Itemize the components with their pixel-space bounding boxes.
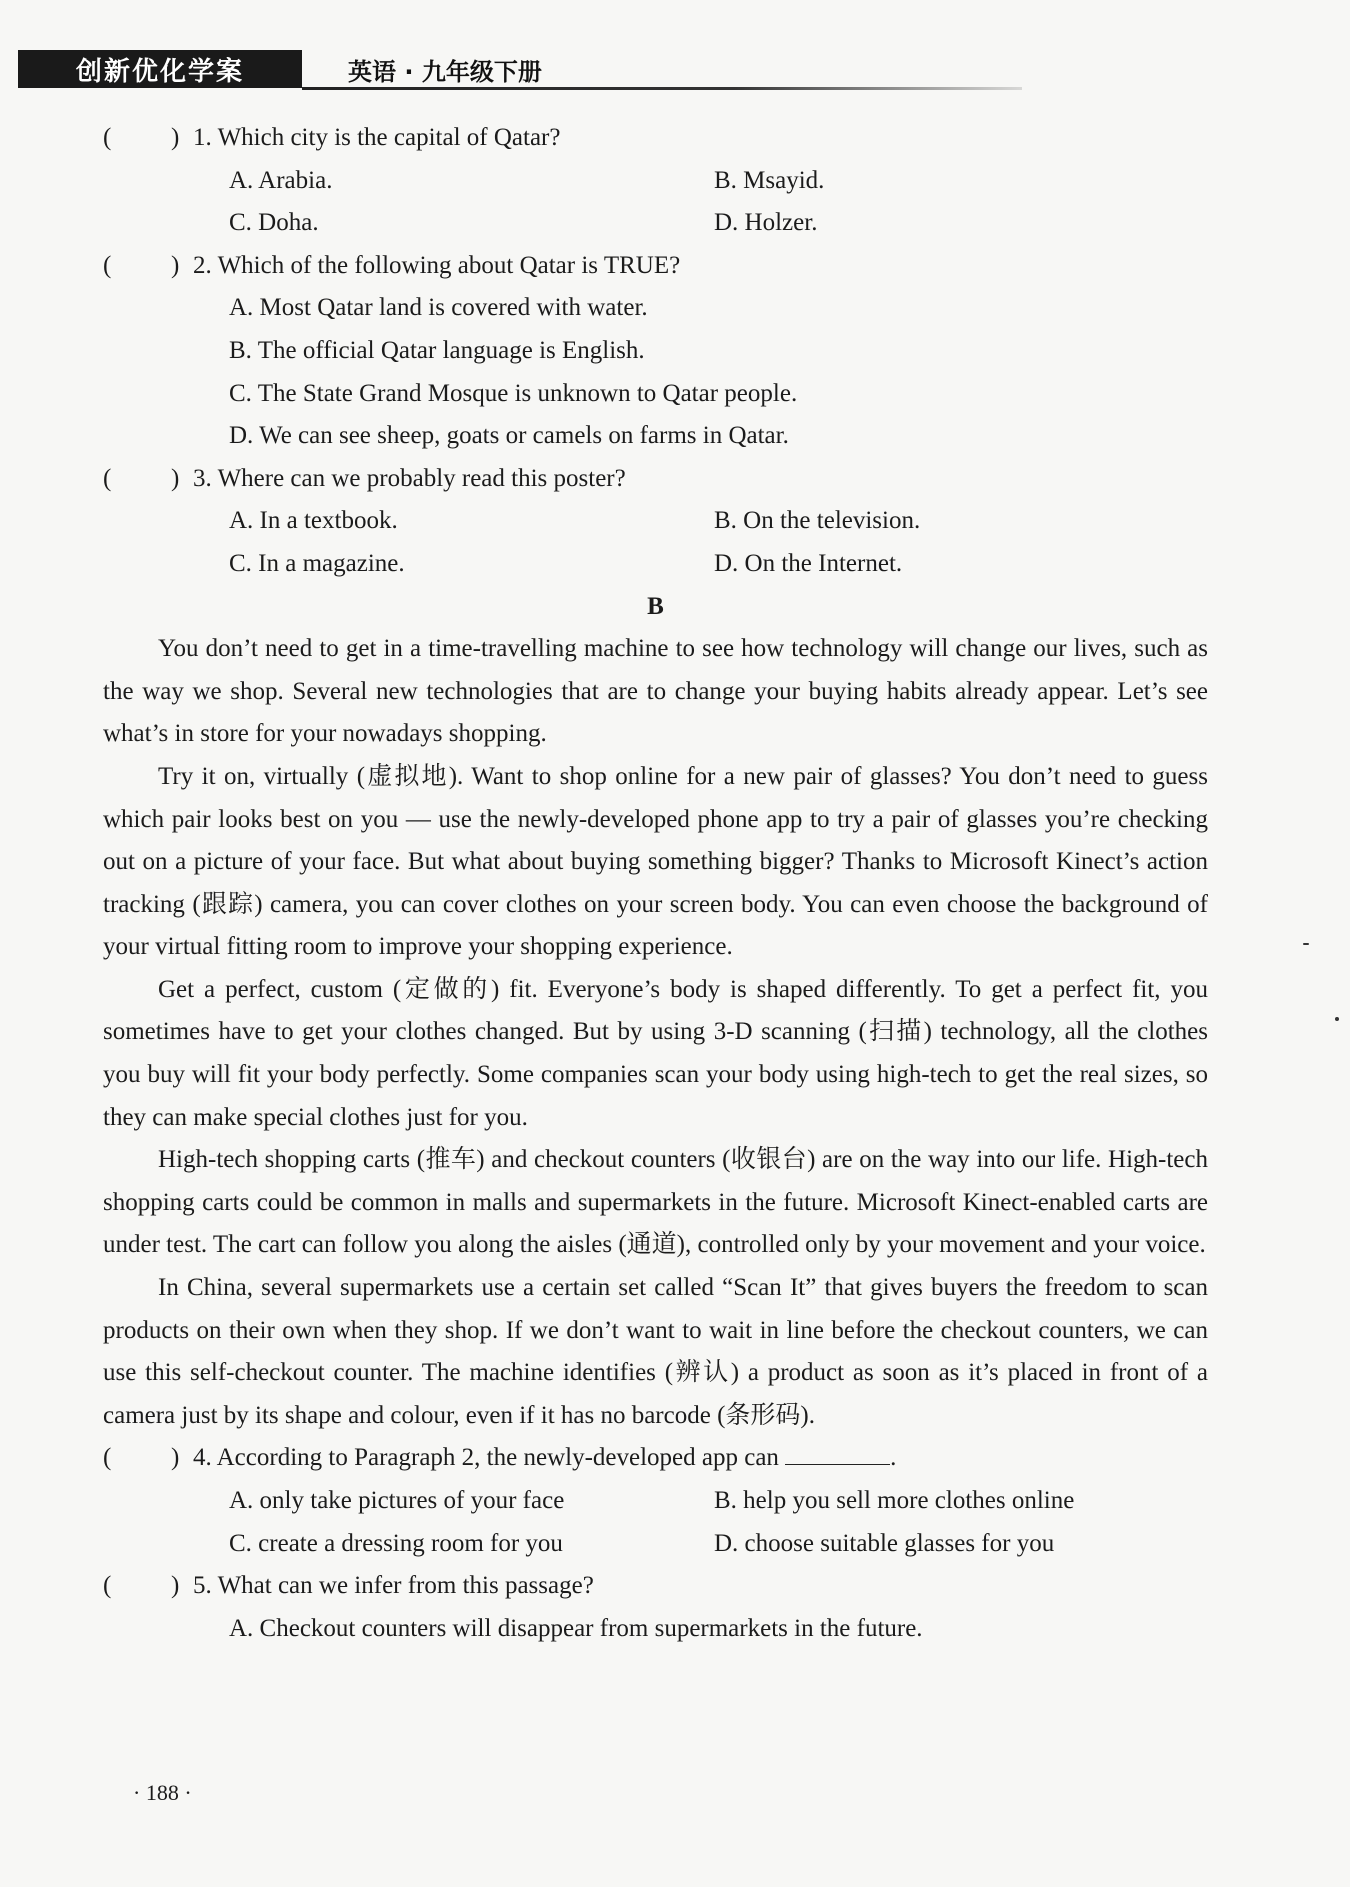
option-d: D. Holzer.	[714, 209, 818, 237]
passage-paragraph-5: In China, several supermarkets use a certain set called “Scan It” that gives buyers the freedom to scan products on their own when they shop. If we don’t want to wait in line before the checkout counters, we can use this self-checkout counter. The machine identifies (辨认) a product as soon as it’s placed in front of a camera just by its shape and colour, even if it has no barcode (条形码).	[103, 1274, 1208, 1429]
page-number: · 188 ·	[133, 1780, 192, 1805]
answer-blank	[785, 1438, 890, 1465]
options-row	[103, 160, 1213, 203]
option-d: D. We can see sheep, goats or camels on farms in Qatar.	[229, 422, 789, 450]
passage-paragraph-1: You don’t need to get in a time-travelling machine to see how technology will change our lives, such as the way we shop. Several new technologies that are to change your buying habits already appear. Let’s see what’s in store for your nowadays shopping.	[103, 635, 1208, 748]
passage-paragraph-4: High-tech shopping carts (推车) and checkout counters (收银台) are on the way into our life. High-tech shopping carts could be common in malls and supermarkets in the future. Microsoft Kinect-enabled carts are under test. The cart can follow you along the aisles (通道), controlled only by your movement and your voice.	[103, 1146, 1208, 1259]
option-d: D. choose suitable glasses for you	[714, 1529, 1055, 1557]
options-row	[103, 500, 1213, 543]
question-text: 1. Which city is the capital of Qatar?	[193, 124, 561, 151]
options-row	[103, 202, 1213, 245]
answer-paren-open: (	[103, 464, 112, 492]
scan-speck	[1335, 1017, 1339, 1021]
answer-paren-open: (	[103, 1572, 112, 1600]
option-b: B. help you sell more clothes online	[714, 1487, 1075, 1514]
answer-paren-close: )	[171, 1444, 180, 1472]
option-c: C. create a dressing room for you	[229, 1529, 563, 1557]
answer-paren-close: )	[171, 464, 180, 492]
option-b: B. Msayid.	[714, 166, 825, 194]
option-a: A. In a textbook.	[229, 507, 398, 535]
answer-paren-close: )	[171, 124, 180, 151]
options-row	[103, 543, 1213, 586]
passage-paragraph-3: Get a perfect, custom (定做的) fit. Everyone’s body is shaped differently. To get a perfect fit, you sometimes have to get your clothes changed. But by using 3-D scanning (扫描) technology, all the clothes you buy will fit your body perfectly. Some companies scan your body using high-tech to get the real sizes, so they can make special clothes just for you.	[103, 975, 1208, 1131]
page-content	[103, 117, 1213, 1650]
question-text: 2. Which of the following about Qatar is TRUE?	[193, 251, 681, 279]
question-1	[103, 117, 1213, 160]
question-text: 4. According to Paragraph 2, the newly-developed app can .	[193, 1437, 896, 1480]
question-2	[103, 245, 1213, 288]
answer-paren-close: )	[171, 1572, 180, 1600]
passage-paragraph-2: Try it on, virtually (虚拟地). Want to shop online for a new pair of glasses? You don’t need to guess which pair looks best on you — use the newly-developed phone app to try a pair of glasses you’re checking out on a picture of your face. But what about buying something bigger? Thanks to Microsoft Kinect’s action tracking (跟踪) camera, you can cover clothes on your screen body. You can even choose the background of your virtual fitting room to improve your shopping experience.	[103, 762, 1208, 961]
header-rule	[302, 87, 1022, 90]
answer-paren-close: )	[171, 251, 180, 279]
scan-speck	[1303, 943, 1309, 945]
page-header	[0, 40, 1350, 100]
option-c: C. In a magazine.	[229, 549, 405, 577]
option-a: A. only take pictures of your face	[229, 1487, 565, 1514]
option-b: B. The official Qatar language is English.	[229, 336, 645, 364]
answer-paren-open: (	[103, 1444, 112, 1472]
answer-paren-open: (	[103, 124, 112, 151]
option-c: C. The State Grand Mosque is unknown to Qatar people.	[229, 379, 798, 407]
option-a: A. Arabia.	[229, 166, 333, 194]
option-a: A. Checkout counters will disappear from supermarkets in the future.	[229, 1614, 923, 1642]
question-text: 3. Where can we probably read this poster?	[193, 464, 626, 492]
question-3	[103, 458, 1213, 501]
book-title: 英语 · 九年级下册	[348, 58, 542, 86]
section-title: B	[647, 592, 664, 620]
option-c: C. Doha.	[229, 209, 319, 237]
option-d: D. On the Internet.	[714, 549, 903, 577]
brand-logo: 创新优化学案	[18, 50, 302, 88]
question-4	[103, 1437, 1213, 1480]
question-5	[103, 1565, 1213, 1608]
options-row	[103, 1523, 1213, 1566]
answer-paren-open: (	[103, 251, 112, 279]
options-row	[103, 1480, 1213, 1523]
option-b: B. On the television.	[714, 507, 921, 535]
option-a: A. Most Qatar land is covered with water.	[229, 294, 648, 322]
question-text: 5. What can we infer from this passage?	[193, 1572, 594, 1600]
